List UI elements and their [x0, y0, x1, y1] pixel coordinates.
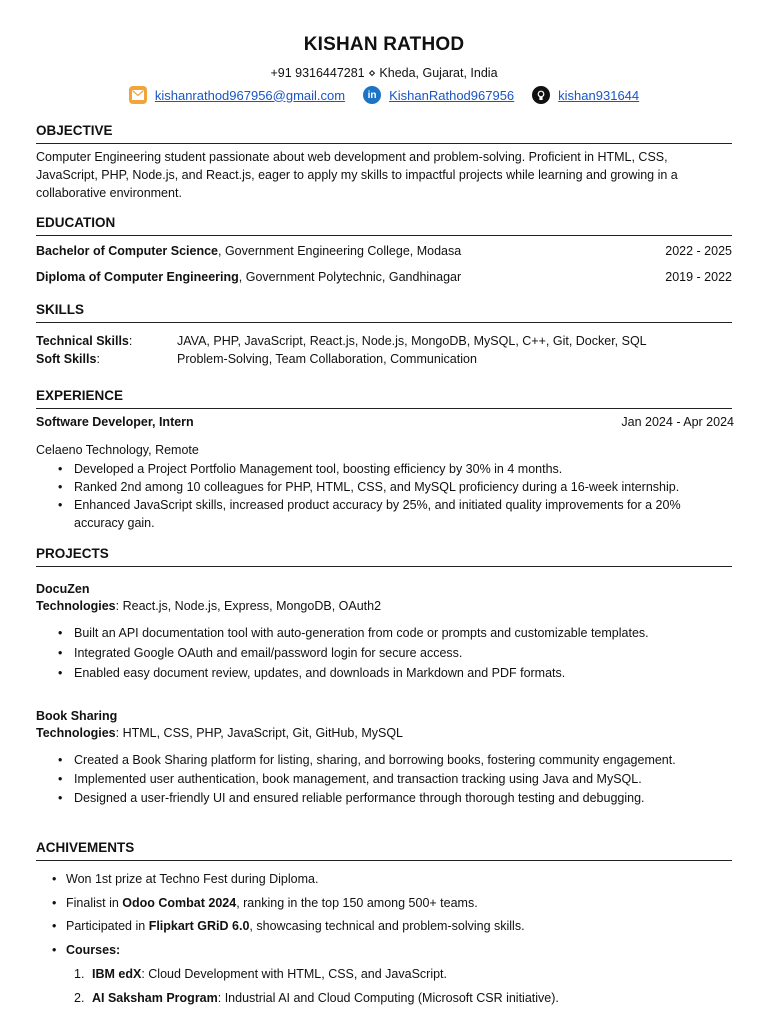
project-bullets: [36, 623, 732, 683]
technologies-label: Technologies: [36, 726, 116, 740]
achievements-list: [36, 868, 732, 1010]
skills-section: [36, 302, 732, 323]
objective-line: collaborative environment.: [36, 186, 182, 200]
list-item: • Ranked 2nd among 10 colleagues for PHP, HTML, CSS, and MySQL proficiency during a 16-week internship.: [36, 478, 732, 496]
objective-section: [36, 123, 732, 144]
technical-skills-row: Technical Skills: JAVA, PHP, JavaScript, React.js, Node.js, MongoDB, MySQL, C++, Git, Docker, SQL: [36, 334, 647, 348]
github-link[interactable]: kishan931644: [558, 87, 640, 103]
soft-skills-row: Soft Skills: Problem-Solving, Team Collaboration, Communication: [36, 352, 477, 366]
linkedin-link[interactable]: KishanRathod967956: [389, 87, 515, 103]
section-title: SKILLS: [36, 302, 732, 323]
school: , Government Engineering College, Modasa: [218, 244, 462, 258]
school: , Government Polytechnic, Gandhinagar: [238, 270, 462, 284]
list-item: • Integrated Google OAuth and email/password login for secure access.: [36, 643, 732, 663]
list-item: [36, 939, 732, 963]
contact-links: [36, 86, 732, 104]
project-name: Book Sharing: [36, 709, 118, 723]
courses-label: Courses:: [66, 942, 121, 957]
list-item-continuation: accuracy gain.: [74, 516, 155, 530]
degree: Bachelor of Computer Science: [36, 244, 218, 258]
education-years: 2022 - 2025: [665, 244, 732, 258]
experience-header: [36, 415, 732, 429]
experience-company: Celaeno Technology, Remote: [36, 443, 199, 457]
soft-skills-label: Soft Skills: [36, 352, 97, 366]
achievements-section: [36, 840, 732, 861]
project-bullets: [36, 751, 732, 808]
section-title: ACHIVEMENTS: [36, 840, 732, 861]
list-item: • Created a Book Sharing platform for listing, sharing, and borrowing books, fostering community engagement.: [36, 751, 732, 770]
project-name: DocuZen: [36, 582, 90, 596]
email-icon: [129, 86, 147, 104]
experience-section: [36, 388, 732, 409]
experience-role: Software Developer, Intern: [36, 415, 194, 429]
contact-line: +91 9316447281 ⋄ Kheda, Gujarat, India: [270, 66, 498, 80]
email-link[interactable]: kishanrathod967956@gmail.com: [154, 87, 346, 103]
technical-skills-value: JAVA, PHP, JavaScript, React.js, Node.js, MongoDB, MySQL, C++, Git, Docker, SQL: [177, 334, 647, 348]
education-row: [36, 244, 732, 258]
project-header: [36, 708, 403, 742]
email-link-group: [129, 86, 345, 104]
technical-skills-label: Technical Skills: [36, 334, 129, 348]
skills-list: [36, 332, 647, 368]
objective-line: Computer Engineering student passionate about web development and problem-solving. Proficient in HTML, CSS,: [36, 150, 668, 164]
education-section: [36, 215, 732, 236]
section-title: OBJECTIVE: [36, 123, 732, 144]
section-title: EXPERIENCE: [36, 388, 732, 409]
list-item: • Won 1st prize at Techno Fest during Diploma.: [36, 868, 732, 892]
list-item: • Enabled easy document review, updates, and downloads in Markdown and PDF formats.: [36, 663, 732, 683]
list-item: • Participated in Flipkart GRiD 6.0, showcasing technical and problem-solving skills.: [36, 915, 732, 939]
list-item: • Finalist in Odoo Combat 2024, ranking in the top 150 among 500+ teams.: [36, 892, 732, 916]
list-item: • Developed a Project Portfolio Management tool, boosting efficiency by 30% in 4 months.: [36, 460, 732, 478]
list-item: • Implemented user authentication, book management, and transaction tracking using Java and MySQL.: [36, 770, 732, 789]
projects-section: [36, 546, 732, 567]
education-row: [36, 270, 732, 284]
education-years: 2019 - 2022: [665, 270, 732, 284]
list-item: • Designed a user-friendly UI and ensured reliable performance through thorough testing and debugging.: [36, 789, 732, 808]
github-icon: [532, 86, 550, 104]
linkedin-icon: in: [363, 86, 381, 104]
list-item: • Built an API documentation tool with auto-generation from code or prompts and customizable templates.: [36, 623, 732, 643]
project-tech: : React.js, Node.js, Express, MongoDB, OAuth2: [115, 599, 382, 613]
experience-bullets: [36, 460, 732, 532]
list-item: • Enhanced JavaScript skills, increased product accuracy by 25%, and initiated quality improvements for a 20%: [36, 496, 732, 514]
technologies-label: Technologies: [36, 599, 116, 613]
experience-dates: Jan 2024 - Apr 2024: [621, 415, 734, 429]
degree: Diploma of Computer Engineering: [36, 270, 239, 284]
linkedin-link-group: [363, 86, 514, 104]
course-item: 2. AI Saksham Program: Industrial AI and Cloud Computing (Microsoft CSR initiative).: [74, 991, 559, 1005]
section-title: PROJECTS: [36, 546, 732, 567]
soft-skills-value: Problem-Solving, Team Collaboration, Communication: [177, 352, 477, 366]
project-header: [36, 581, 381, 615]
section-title: EDUCATION: [36, 215, 732, 236]
github-link-group: [532, 86, 639, 104]
project-tech: : HTML, CSS, PHP, JavaScript, Git, GitHub, MySQL: [115, 726, 403, 740]
objective-line: JavaScript, PHP, Node.js, and React.js, eager to apply my skills to impactful projects while learning and growing in a: [36, 168, 678, 182]
course-item: 1. IBM edX: Cloud Development with HTML, CSS, and JavaScript.: [74, 967, 447, 981]
objective-text: [36, 148, 732, 202]
resume-name: KISHAN RATHOD: [303, 34, 465, 55]
